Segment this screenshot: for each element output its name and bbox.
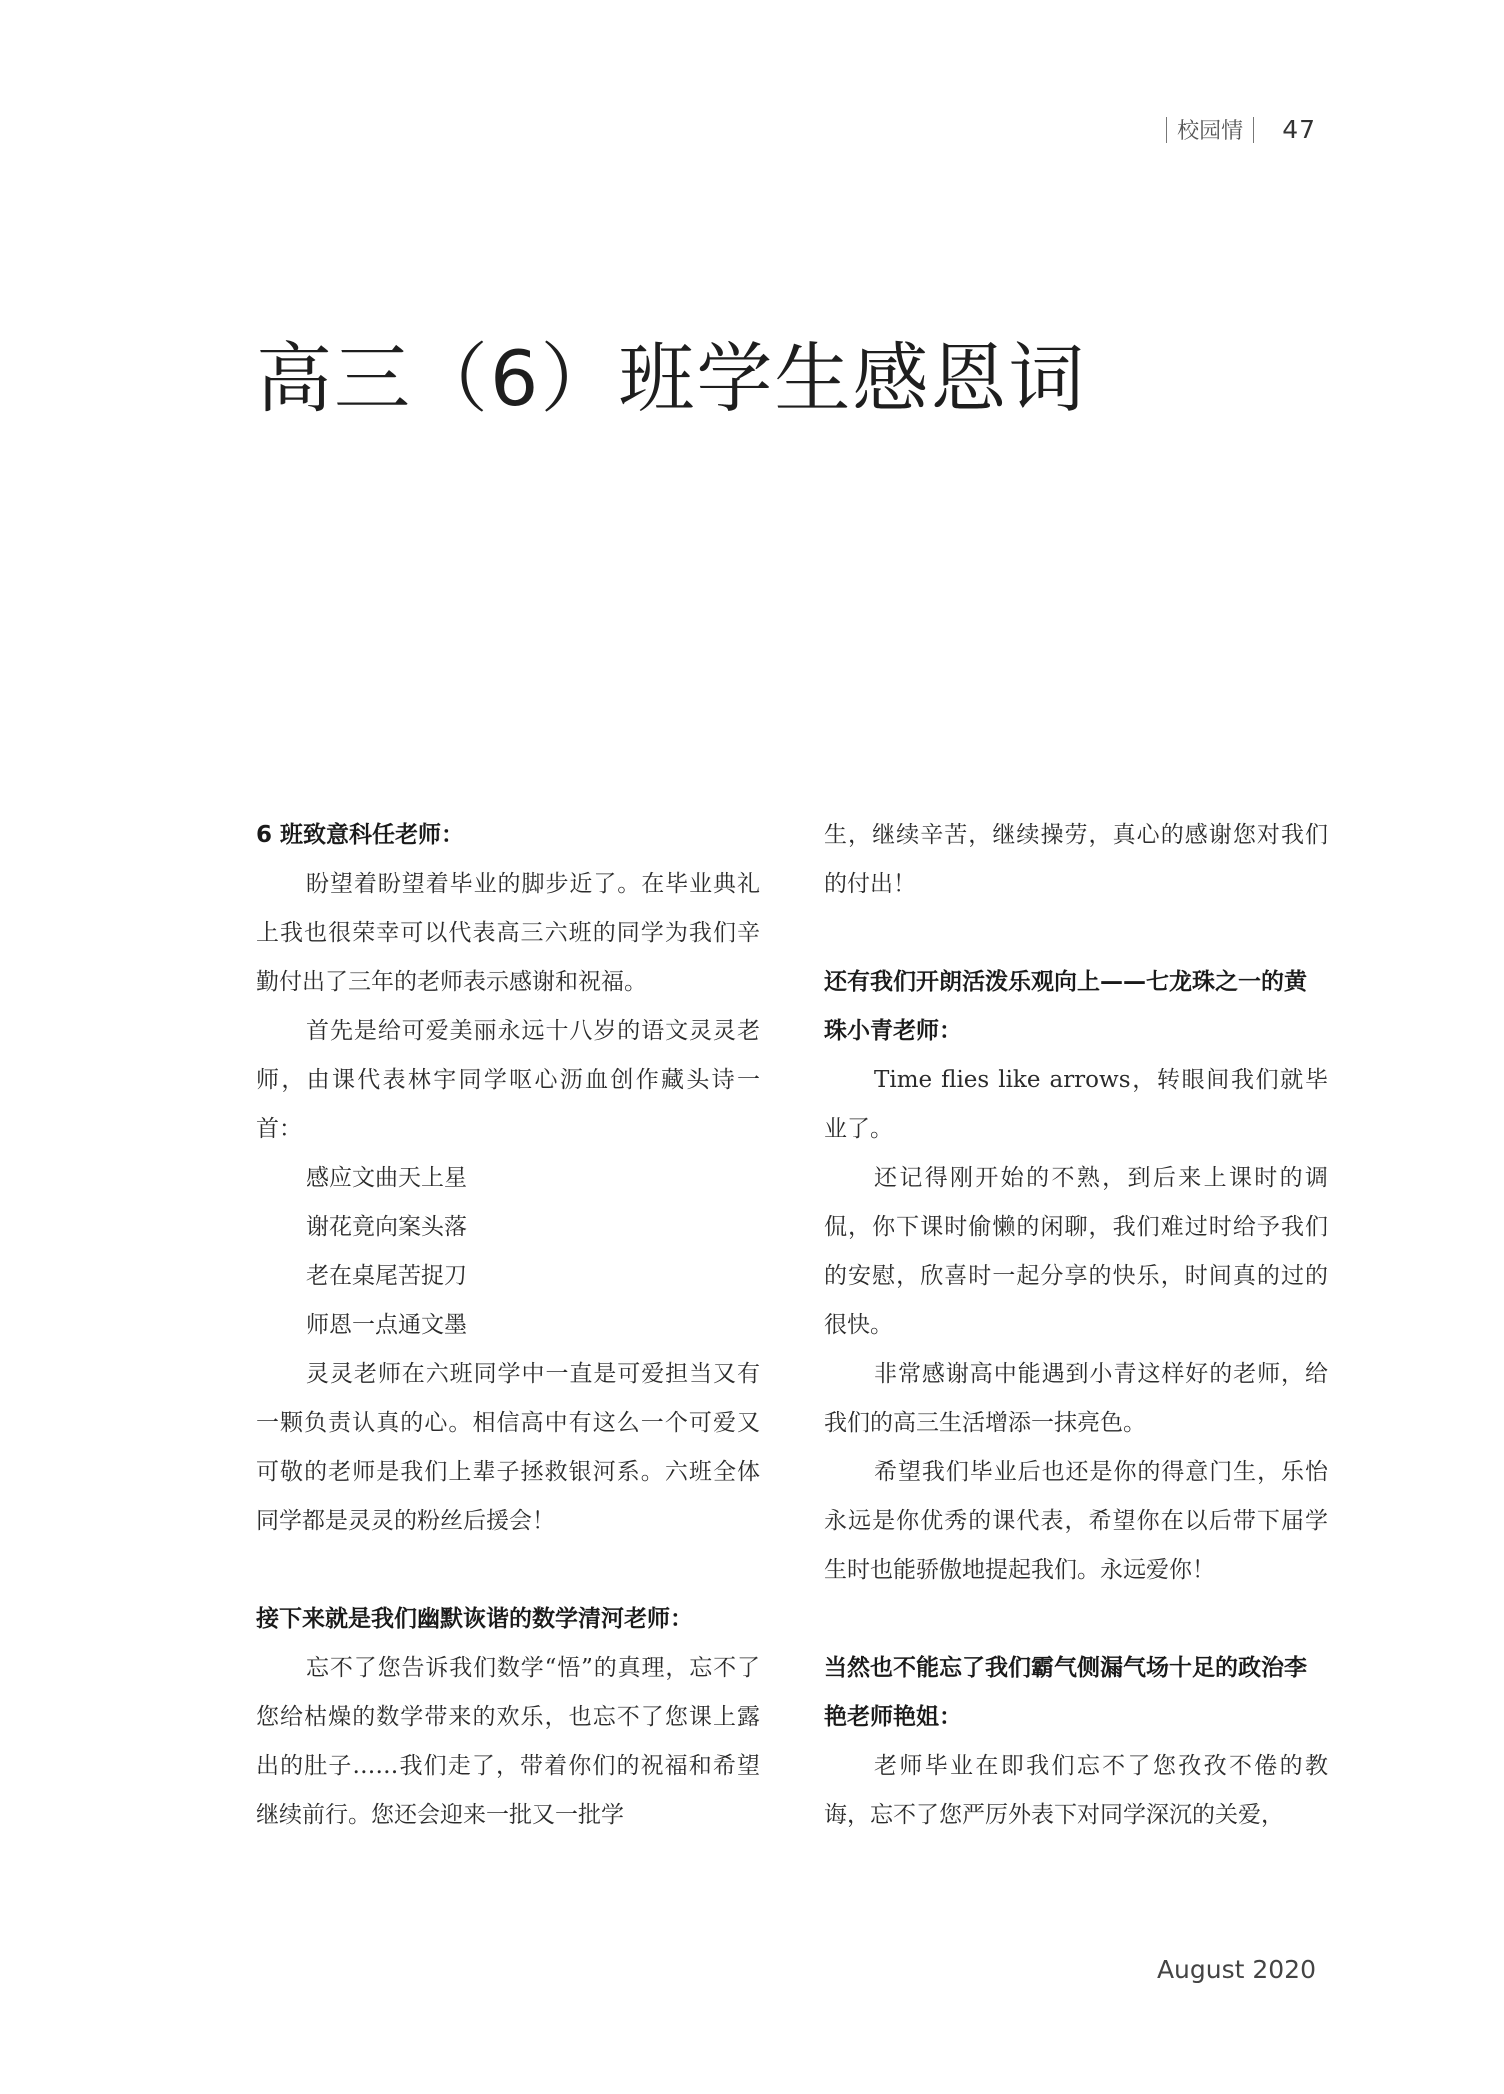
poem-line: 师恩一点通文墨 — [306, 1312, 467, 1338]
paragraph: 非常感谢高中能遇到小青这样好的老师，给我们的高三生活增添一抹亮色。 — [824, 1361, 1328, 1436]
paragraph: 忘不了您告诉我们数学“悟”的真理，忘不了您给枯燥的数学带来的欢乐，也忘不了您课上露出的肚子……我们走了，带着你们的祝福和希望继续前行。您还会迎来一批又一批学 — [256, 1655, 760, 1828]
paragraph: 灵灵老师在六班同学中一直是可爱担当又有一颗负责认真的心。相信高中有这么一个可爱又可敬的老师是我们上辈子拯救银河系。六班全体同学都是灵灵的粉丝后援会！ — [256, 1361, 760, 1534]
header-divider — [1253, 117, 1254, 143]
paragraph: Time flies like arrows，转眼间我们就毕业了。 — [824, 1067, 1328, 1142]
paragraph: 盼望着盼望着毕业的脚步近了。在毕业典礼上我也很荣幸可以代表高三六班的同学为我们辛勤付出了三年的老师表示感谢和祝福。 — [256, 871, 760, 995]
paragraph-continued: 生，继续辛苦，继续操劳，真心的感谢您对我们的付出！ — [824, 822, 1328, 897]
section-name: 校园情 — [1177, 119, 1244, 144]
paragraph: 老师毕业在即我们忘不了您孜孜不倦的教诲，忘不了您严厉外表下对同学深沉的关爱， — [824, 1753, 1328, 1828]
article-title: 高三（6）班学生感恩词 — [256, 334, 1087, 423]
paragraph: 还记得刚开始的不熟，到后来上课时的调侃，你下课时偷懒的闲聊，我们难过时给予我们的安慰，欣喜时一起分享的快乐，时间真的过的很快。 — [824, 1165, 1328, 1338]
section-heading: 接下来就是我们幽默诙谐的数学清河老师： — [256, 1606, 693, 1632]
section-spacer — [824, 1595, 1328, 1644]
section-heading: 当然也不能忘了我们霸气侧漏气场十足的政治李艳老师艳姐： — [824, 1655, 1307, 1730]
paragraph: 希望我们毕业后也还是你的得意门生，乐怡永远是你优秀的课代表，希望你在以后带下届学生时也能骄傲地提起我们。永远爱你！ — [824, 1459, 1328, 1583]
header-divider — [1166, 117, 1167, 143]
right-column — [824, 811, 1328, 1840]
running-header — [1156, 114, 1316, 145]
page-number: 47 — [1282, 115, 1316, 144]
section-heading: 6 班致意科任老师： — [256, 822, 465, 848]
poem-line: 谢花竟向案头落 — [306, 1214, 467, 1240]
issue-date: August 2020 — [1156, 1955, 1316, 1984]
paragraph: 首先是给可爱美丽永远十八岁的语文灵灵老师，由课代表林宇同学呕心沥血创作藏头诗一首： — [256, 1018, 760, 1142]
poem-line: 感应文曲天上星 — [306, 1165, 467, 1191]
section-spacer — [256, 1546, 760, 1595]
poem-line: 老在桌尾苦捉刀 — [306, 1263, 467, 1289]
left-column — [256, 811, 760, 1840]
section-heading: 还有我们开朗活泼乐观向上——七龙珠之一的黄珠小青老师： — [824, 969, 1307, 1044]
section-spacer — [824, 909, 1328, 958]
